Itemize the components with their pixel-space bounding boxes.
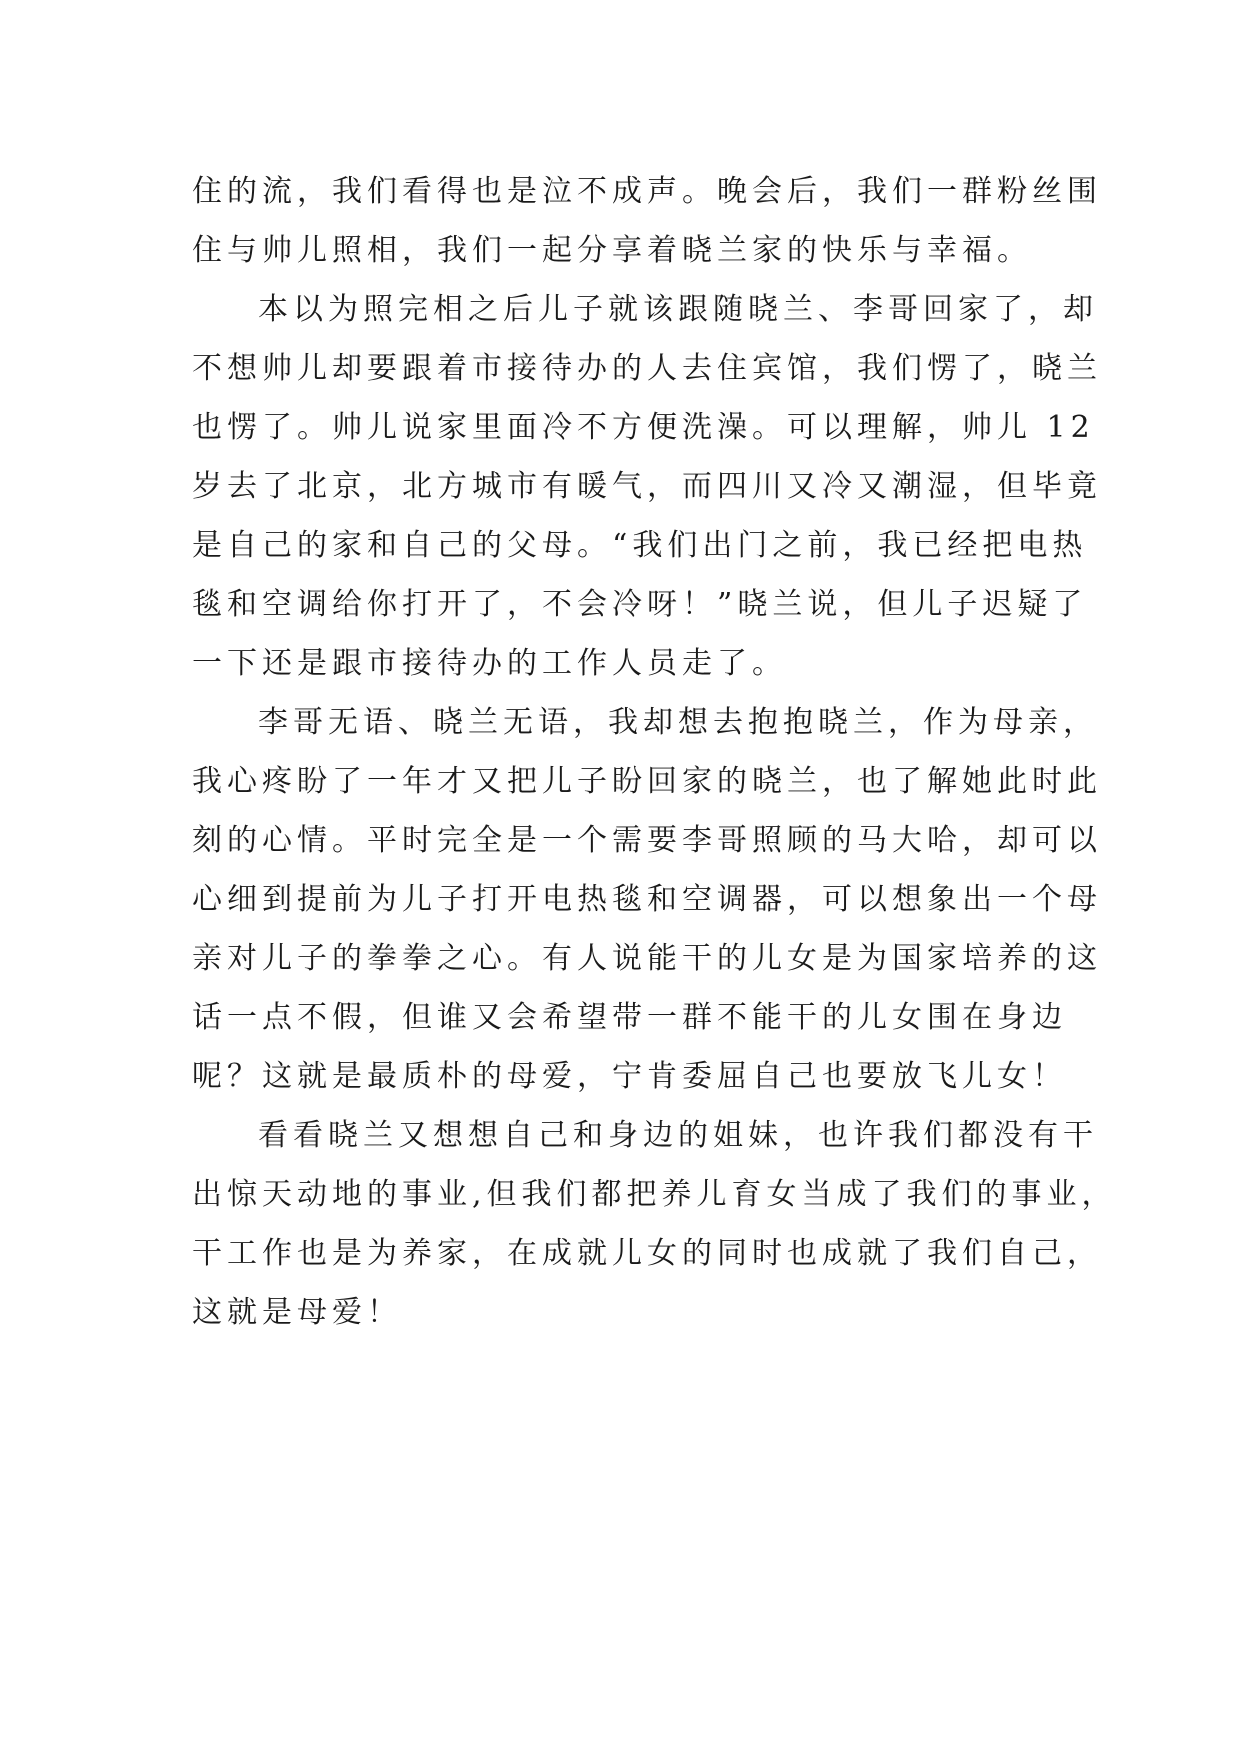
text-line: 不想帅儿却要跟着市接待办的人去住宾馆，我们愣了，晓兰 xyxy=(192,351,1102,386)
article-body xyxy=(192,162,1117,1342)
paragraph xyxy=(192,693,1102,1106)
text-line: 我心疼盼了一年才又把儿子盼回家的晓兰，也了解她此时此 xyxy=(192,764,1102,799)
text-line: 呢？这就是最质朴的母爱，宁肯委屈自己也要放飞儿女！ xyxy=(192,1059,1067,1094)
text-line: 出惊天动地的事业,但我们都把养儿育女当成了我们的事业， xyxy=(192,1177,1117,1212)
paragraph xyxy=(192,280,1102,693)
text-line: 心细到提前为儿子打开电热毯和空调器，可以想象出一个母 xyxy=(192,882,1102,917)
text-line: 也愣了。帅儿说家里面冷不方便洗澡。可以理解，帅儿 12 xyxy=(192,410,1095,445)
text-line: 毯和空调给你打开了，不会冷呀！”晓兰说，但儿子迟疑了 xyxy=(192,587,1088,622)
text-line: 一下还是跟市接待办的工作人员走了。 xyxy=(192,646,787,681)
text-line: 亲对儿子的拳拳之心。有人说能干的儿女是为国家培养的这 xyxy=(192,941,1102,976)
text-line: 话一点不假，但谁又会希望带一群不能干的儿女围在身边 xyxy=(192,1000,1067,1035)
text-line: 看看晓兰又想想自己和身边的姐妹，也许我们都没有干 xyxy=(258,1118,1098,1153)
text-line: 是自己的家和自己的父母。“我们出门之前，我已经把电热 xyxy=(192,528,1088,563)
text-line: 住与帅儿照相，我们一起分享着晓兰家的快乐与幸福。 xyxy=(192,233,1032,268)
text-line: 刻的心情。平时完全是一个需要李哥照顾的马大哈，却可以 xyxy=(192,823,1102,858)
text-line: 岁去了北京，北方城市有暖气，而四川又冷又潮湿，但毕竟 xyxy=(192,469,1102,504)
text-line: 干工作也是为养家，在成就儿女的同时也成就了我们自己， xyxy=(192,1236,1102,1271)
paragraph xyxy=(192,162,1102,280)
text-line: 这就是母爱！ xyxy=(192,1295,402,1330)
paragraph xyxy=(192,1106,1117,1342)
text-line: 住的流，我们看得也是泣不成声。晚会后，我们一群粉丝围 xyxy=(192,174,1102,209)
text-line: 本以为照完相之后儿子就该跟随晓兰、李哥回家了，却 xyxy=(258,292,1098,327)
text-line: 李哥无语、晓兰无语，我却想去抱抱晓兰，作为母亲， xyxy=(258,705,1098,740)
